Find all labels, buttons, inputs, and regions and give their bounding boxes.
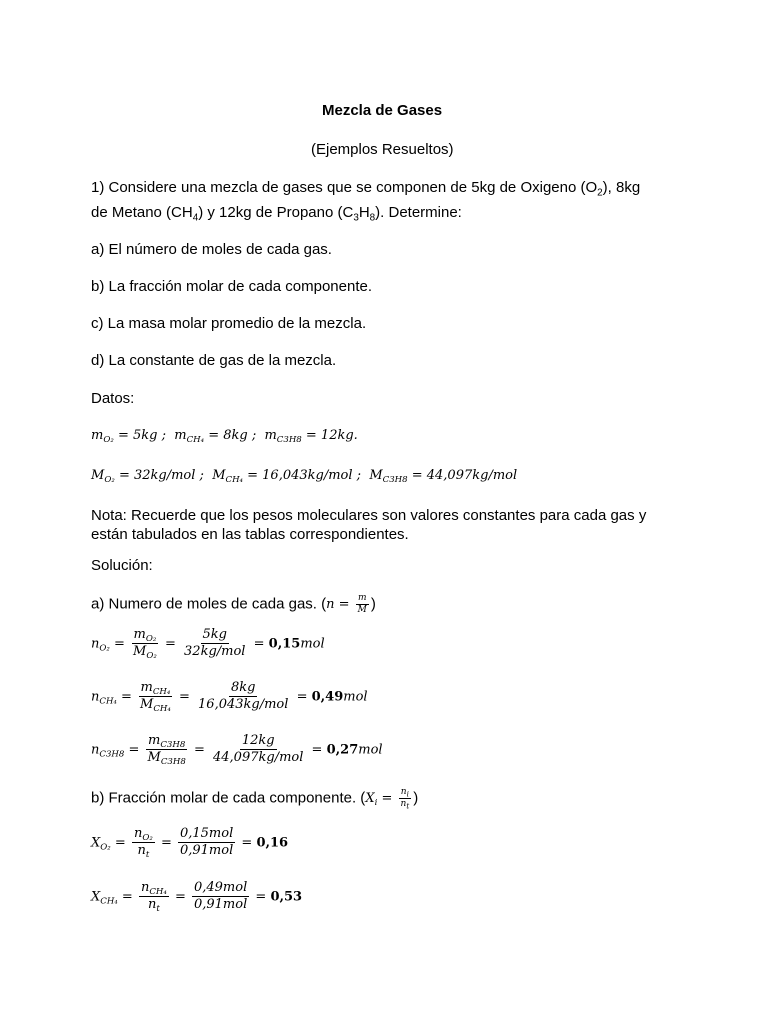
fraction-o2-equation: $X_{O_2}$ = $\frac{n_{O_2}}{n_t}$ = $\frac{\text{0,15mol}}{\text{0,91mol}}$ = 0,16 (91, 826, 289, 861)
question-b: b) La fracción molar de cada componente. (91, 278, 372, 295)
page-title: Mezcla de Gases (322, 102, 443, 119)
moles-ch4-result: 0,49 (311, 689, 344, 705)
moles-c3h8-result: 0,27 (326, 742, 359, 758)
question-d: d) La constante de gas de la mezcla. (91, 352, 337, 369)
moles-o2-equation: $n_{O_2}$ = $\frac{m_{O_2}}{M_{O_2}}$ = $\frac{5kg}{\text{32kg/mol}}$ = 0,15mol (91, 627, 325, 662)
part-a-heading: a) Numero de moles de cada gas. (n = $\frac{m}{M}$ ) (91, 593, 376, 616)
nota-line2: están tabulados en las tablas correspondientes. (91, 526, 409, 543)
page-subtitle: (Ejemplos Resueltos) (311, 141, 454, 158)
moles-o2-result: 0,15 (268, 636, 301, 652)
datos-molar-mass-equation: $M_{O_2} = 32kg/mol$ ; $M_{CH_4} = 16,043kg/mol$ ; $M_{C3H8} = 44,097kg/mol$ (91, 468, 518, 485)
moles-c3h8-equation: $n_{C3H8}$ = $\frac{m_{C3H8}}{M_{C3H8}}$ = $\frac{12kg}{\text{44,097kg/mol}}$ = 0,27mol (91, 733, 383, 768)
moles-formula: n = $\frac{m}{M}$ (326, 593, 367, 616)
question-c: c) La masa molar promedio de la mezcla. (91, 315, 367, 332)
datos-masses-equation: $m_{O_2} = 5kg$ ; $m_{CH_4} = 8kg$ ; $m_{C3H8} = 12kg$. (91, 428, 358, 445)
datos-label: Datos: (91, 390, 135, 407)
mole-fraction-formula: $X_i$ = $\frac{n_i}{n_t}$ (365, 787, 410, 811)
fraction-ch4-result: 0,53 (270, 889, 303, 905)
question-a: a) El número de moles de cada gas. (91, 241, 332, 258)
nota-line1: Nota: Recuerde que los pesos moleculares son valores constantes para cada gas y (91, 507, 647, 524)
fraction-ch4-equation: $X_{CH_4}$ = $\frac{n_{CH_4}}{n_t}$ = $\frac{\text{0,49mol}}{\text{0,91mol}}$ = 0,53 (91, 880, 303, 915)
problem-intro-line2: de Metano $(CH_4)$ y 12kg de Propano $(C_3H_8)$. Determine: (91, 204, 462, 224)
moles-ch4-equation: $n_{CH_4}$ = $\frac{m_{CH_4}}{M_{CH_4}}$ = $\frac{8kg}{\text{16,043kg/mol}}$ = 0,49mol (91, 680, 368, 715)
solucion-label: Solución: (91, 557, 153, 574)
part-b-heading: b) Fracción molar de cada componente. ($X_i$ = $\frac{n_i}{n_t}$ ) (91, 787, 419, 811)
fraction-o2-result: 0,16 (256, 835, 289, 851)
problem-intro-line1: 1) Considere una mezcla de gases que se componen de 5kg de Oxigeno $(O_2)$, 8kg (91, 179, 641, 199)
